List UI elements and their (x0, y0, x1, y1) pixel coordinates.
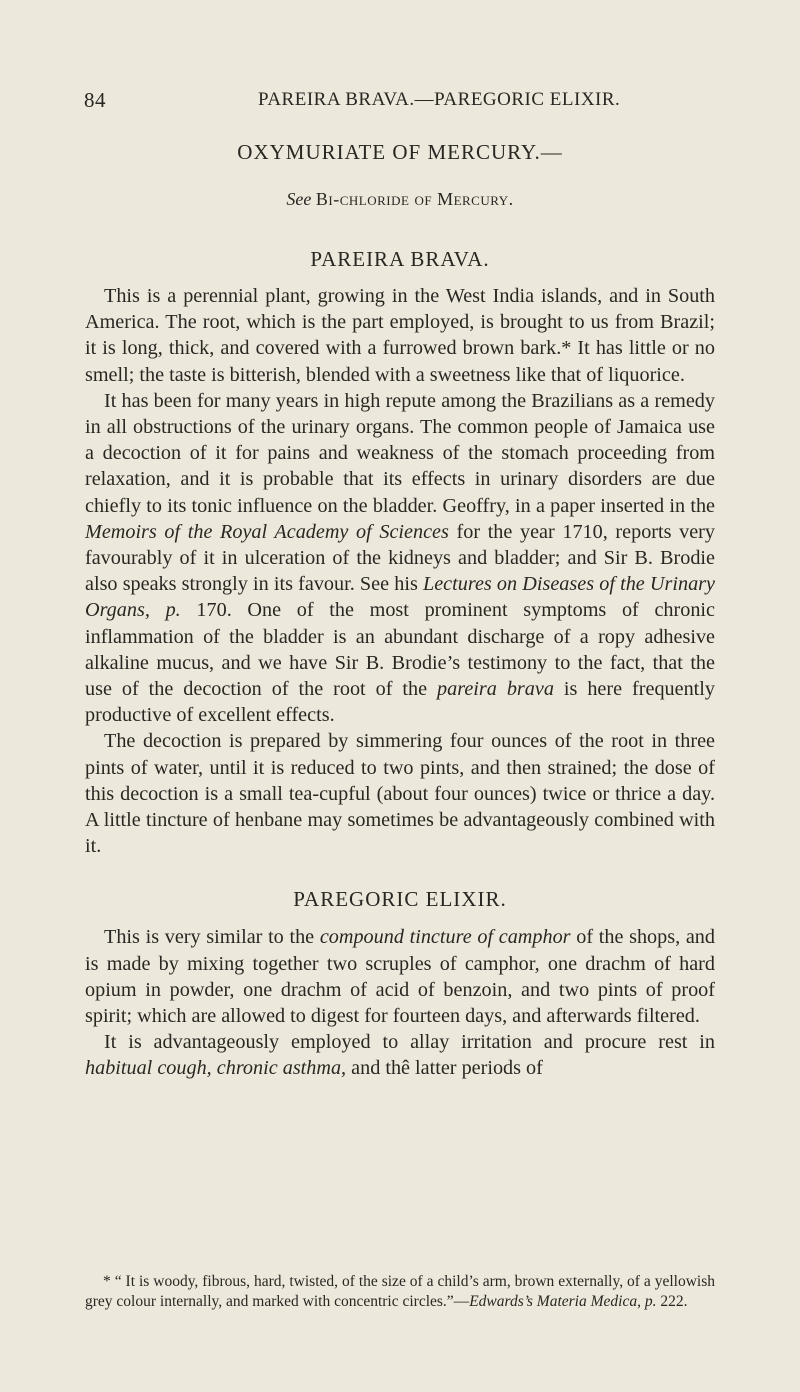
book-title: Lectures on Diseases of the Urinary Organs, p. (85, 573, 715, 622)
cross-reference (85, 189, 715, 210)
paragraph (85, 924, 715, 1029)
section-title-oxymuriate: OXYMURIATE OF MERCURY.— (237, 140, 563, 164)
see-target-of: of (409, 189, 438, 209)
journal-title: Memoirs of the Royal Academy of Sciences (85, 520, 449, 543)
footnote-text: * “ It is woody, fibrous, hard, twisted, of the size of a child’s arm, brown externally, of a yellowish grey colour internally, and marked with concentric circles.”— (85, 1273, 715, 1310)
running-title: PAREIRA BRAVA.—PAREGORIC ELIXIR. (258, 89, 621, 110)
see-label: See (286, 189, 312, 209)
preparation-name: compound tincture of camphor (319, 926, 571, 949)
section-title-pareira-brava: PAREIRA BRAVA. (310, 247, 490, 271)
footnote (85, 1272, 715, 1312)
paragraph-text: for the year 1710, reports very favourably of it in ulceration of the kidneys and bladder; and Sir B. Brodie also speaks strongly in its favour. See his (85, 520, 715, 596)
paragraph (85, 1029, 715, 1081)
footnote-source: Edwards’s Materia Medica, p. (469, 1293, 657, 1310)
paragraph-text: is here frequently productive of excellent effects. (85, 678, 715, 727)
paragraph-text: 170. One of the most prominent symptoms of chronic inflammation of the bladder is an abundant discharge of a ropy adhesive alkaline mucus, and we have Sir B. Brodie’s testimony to the fact, that the use of the decoction of the root of the (85, 599, 715, 701)
footnote-text: 222. (656, 1293, 688, 1310)
paragraph-text: and thê latter periods of (346, 1057, 543, 1080)
see-target-first: Bi-chloride (315, 189, 410, 209)
page-number: 84 (84, 88, 106, 112)
section-title-paregoric-elixir: PAREGORIC ELIXIR. (293, 887, 507, 912)
paragraph (85, 388, 715, 729)
main-text (85, 140, 715, 1082)
paragraph-text: This is a perennial plant, growing in the West India islands, and in South America. The root, which is the part employed, is brought to us from Brazil; it is long, thick, and covered with a furrowed brown bark.* It has little or no smell; the taste is bitterish, blended with a sweetness like that of liquorice. (85, 285, 715, 386)
paragraph-text: It is advantageously employed to allay irritation and procure rest in (104, 1031, 715, 1054)
conditions: habitual cough, chronic asthma, (85, 1057, 347, 1080)
paragraph-text: The decoction is prepared by simmering four ounces of the root in three pints of water, until it is reduced to two pints, and then strained; the dose of this decoction is a small tea-cupful (about four ounces) twice or thrice a day. A little tincture of henbane may sometimes be advantageously combined with it. (85, 730, 715, 858)
paragraph-text: It has been for many years in high repute among the Brazilians as a remedy in all obstructions of the urinary organs. The common people of Jamaica use a decoction of it for pains and weakness of the stomach proceeding from relaxation, and it is probable that its effects in urinary disorders are due chiefly to its tonic influence on the bladder. Geoffry, in a paper inserted in the (85, 389, 715, 517)
running-head (84, 88, 724, 112)
see-target-second: Mercury. (437, 189, 514, 209)
paragraph-text: of the shops, and is made by mixing together two scruples of camphor, one drachm of hard opium in powder, one drachm of acid of benzoin, and two pints of proof spirit; which are allowed to digest for fourteen days, and afterwards filtered. (85, 926, 715, 1028)
plant-name: pareira brava (437, 678, 554, 701)
paragraph (85, 283, 715, 388)
paragraph (85, 728, 715, 859)
paragraph-text: This is very similar to the (104, 926, 320, 949)
